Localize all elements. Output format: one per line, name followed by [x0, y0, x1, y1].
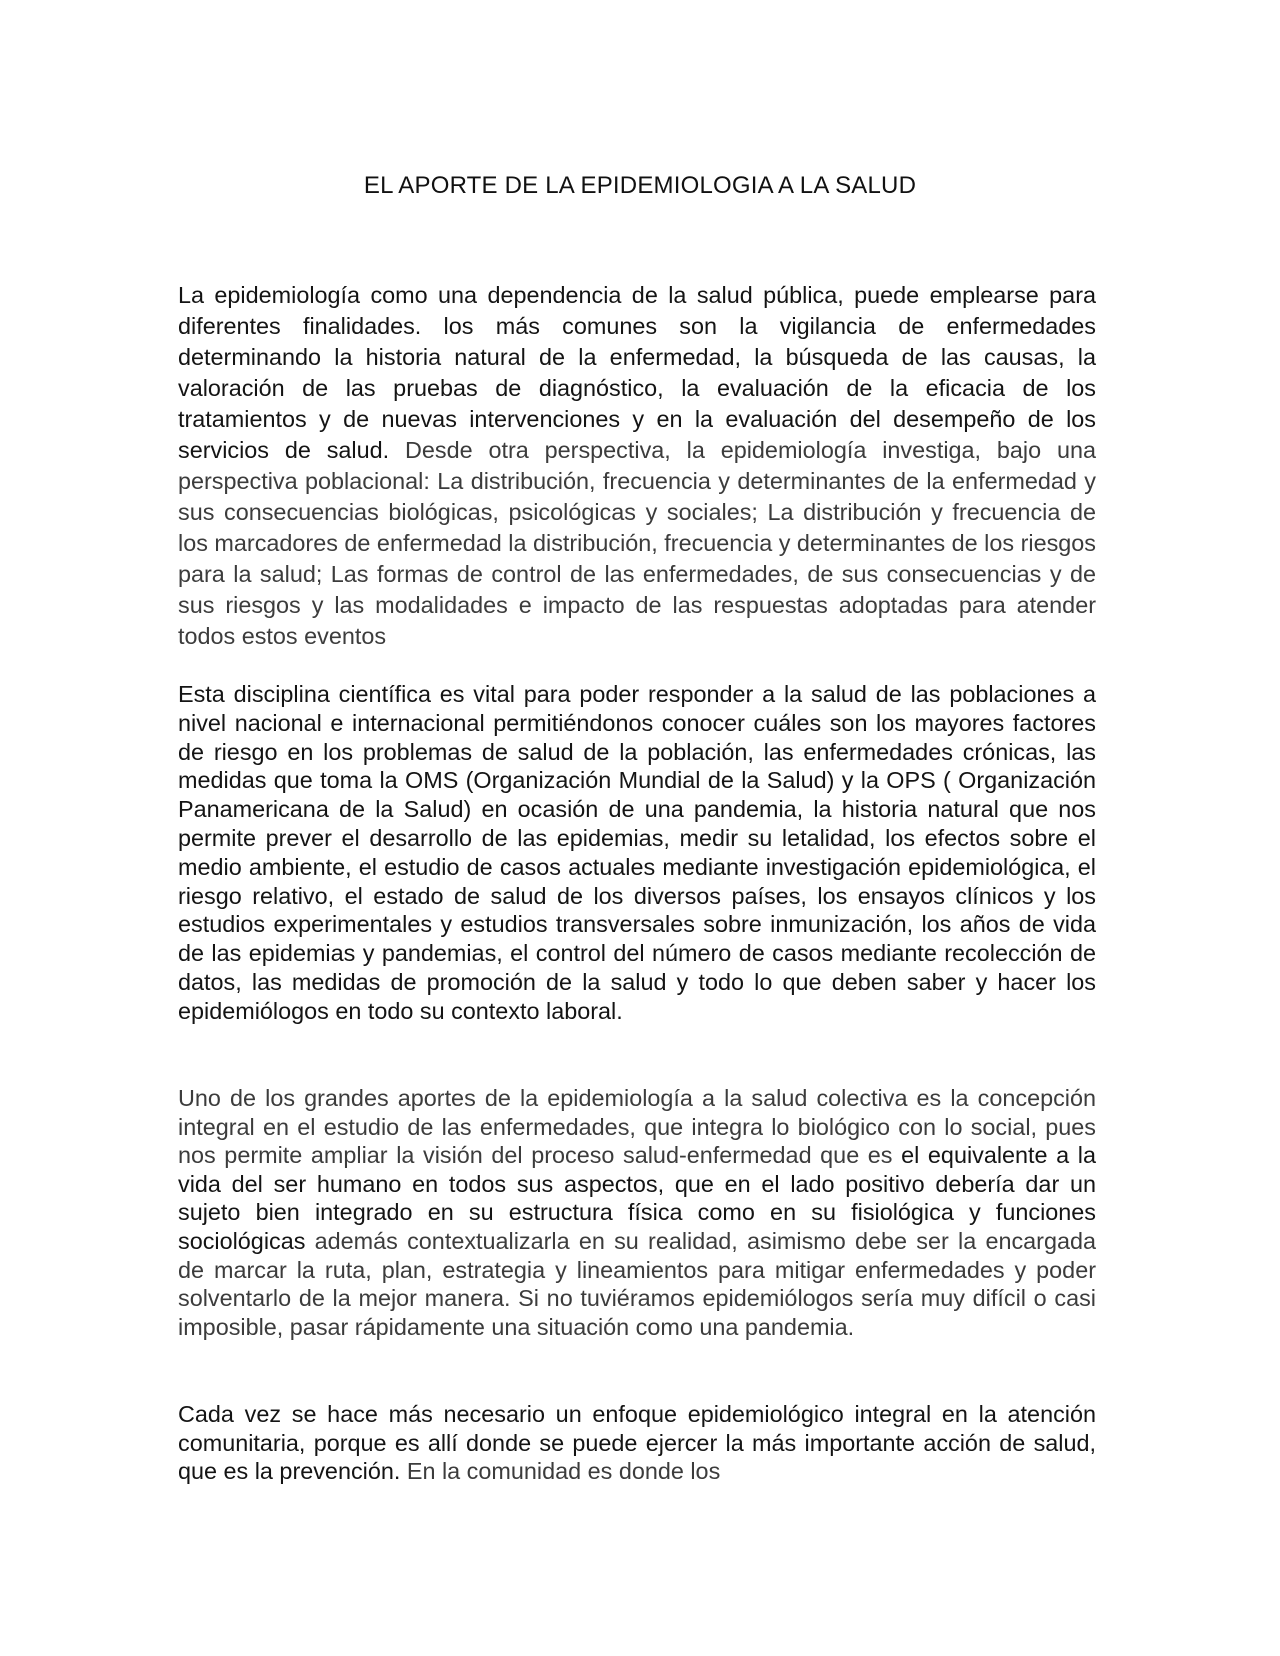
paragraph-2	[178, 680, 1096, 1026]
paragraph-4	[178, 1400, 1096, 1486]
paragraph-3-segment-3: además contextualizarla en su realidad, asimismo debe ser la encargada de marcar la ruta, plan, estrategia y lineamientos para mitigar enfermedades y poder solventarlo de la mejor manera. Si no tuviéramos epidemiólogos sería muy difícil o casi imposible, pasar rápidamente una situación como una pandemia.	[178, 1227, 1096, 1340]
paragraph-3-segment-2: el equivalente a la vida del ser humano en todos sus aspectos, que en el lado positivo debería dar un sujeto bien integrado en su estructura física como en su fisiológica y funciones sociológicas	[178, 1142, 1096, 1254]
paragraph-4-segment-2: En la comunidad es donde los	[400, 1458, 721, 1485]
paragraph-3-segment-1: Uno de los grandes aportes de la epidemiología a la salud colectiva es la concepción integral en el estudio de las enfermedades, que integra lo biológico con lo social, pues nos permite ampliar la visión del proceso salud-enfermedad que es	[178, 1085, 1096, 1169]
paragraph-3	[178, 1084, 1096, 1341]
paragraph-1-segment-1: La epidemiología como una dependencia de la salud pública, puede emplearse para diferentes finalidades. los más comunes son la vigilancia de enfermedades determinando la historia natural de la enfermedad, la búsqueda de las causas, la valoración de las pruebas de diagnóstico, la evaluación de la eficacia de los tratamientos y de nuevas intervenciones y en la evaluación del desempeño de los servicios de salud.	[178, 282, 1096, 463]
paragraph-2-segment-1: Esta disciplina científica es vital para poder responder a la salud de las poblaciones a nivel nacional e internacional permitiéndonos conocer cuáles son los mayores factores de riesgo en los problemas de salud de la población, las enfermedades crónicas, las medidas que toma la OMS (Organización Mundial de la Salud) y la OPS ( Organización Panamericana de la Salud) en ocasión de una pandemia, la historia natural que nos permite prever el desarrollo de las epidemias, medir su letalidad, los efectos sobre el medio ambiente, el estudio de casos actuales mediante investigación epidemiológica, el riesgo relativo, el estado de salud de los diversos países, los ensayos clínicos y los estudios experimentales y estudios transversales sobre inmunización, los años de vida de las epidemias y pandemias, el control del número de casos mediante recolección de datos, las medidas de promoción de la salud y todo lo que deben saber y hacer los epidemiólogos en todo su contexto laboral.	[178, 681, 1096, 1024]
document-title: EL APORTE DE LA EPIDEMIOLOGIA A LA SALUD	[363, 172, 917, 199]
paragraph-4-segment-1: Cada vez se hace más necesario un enfoque epidemiológico integral en la atención comunitaria, porque es allí donde se puede ejercer la más importante acción de salud, que es la prevención.	[178, 1401, 1096, 1485]
paragraph-1	[178, 280, 1096, 652]
paragraph-1-segment-2: Desde otra perspectiva, la epidemiología investiga, bajo una perspectiva poblacional: La distribución, frecuencia y determinantes de la enfermedad y sus consecuencias biológicas, psicológicas y sociales; La distribución y frecuencia de los marcadores de enfermedad la distribución, frecuencia y determinantes de los riesgos para la salud; Las formas de control de las enfermedades, de sus consecuencias y de sus riesgos y las modalidades e impacto de las respuestas adoptadas para atender todos estos eventos	[178, 437, 1097, 649]
